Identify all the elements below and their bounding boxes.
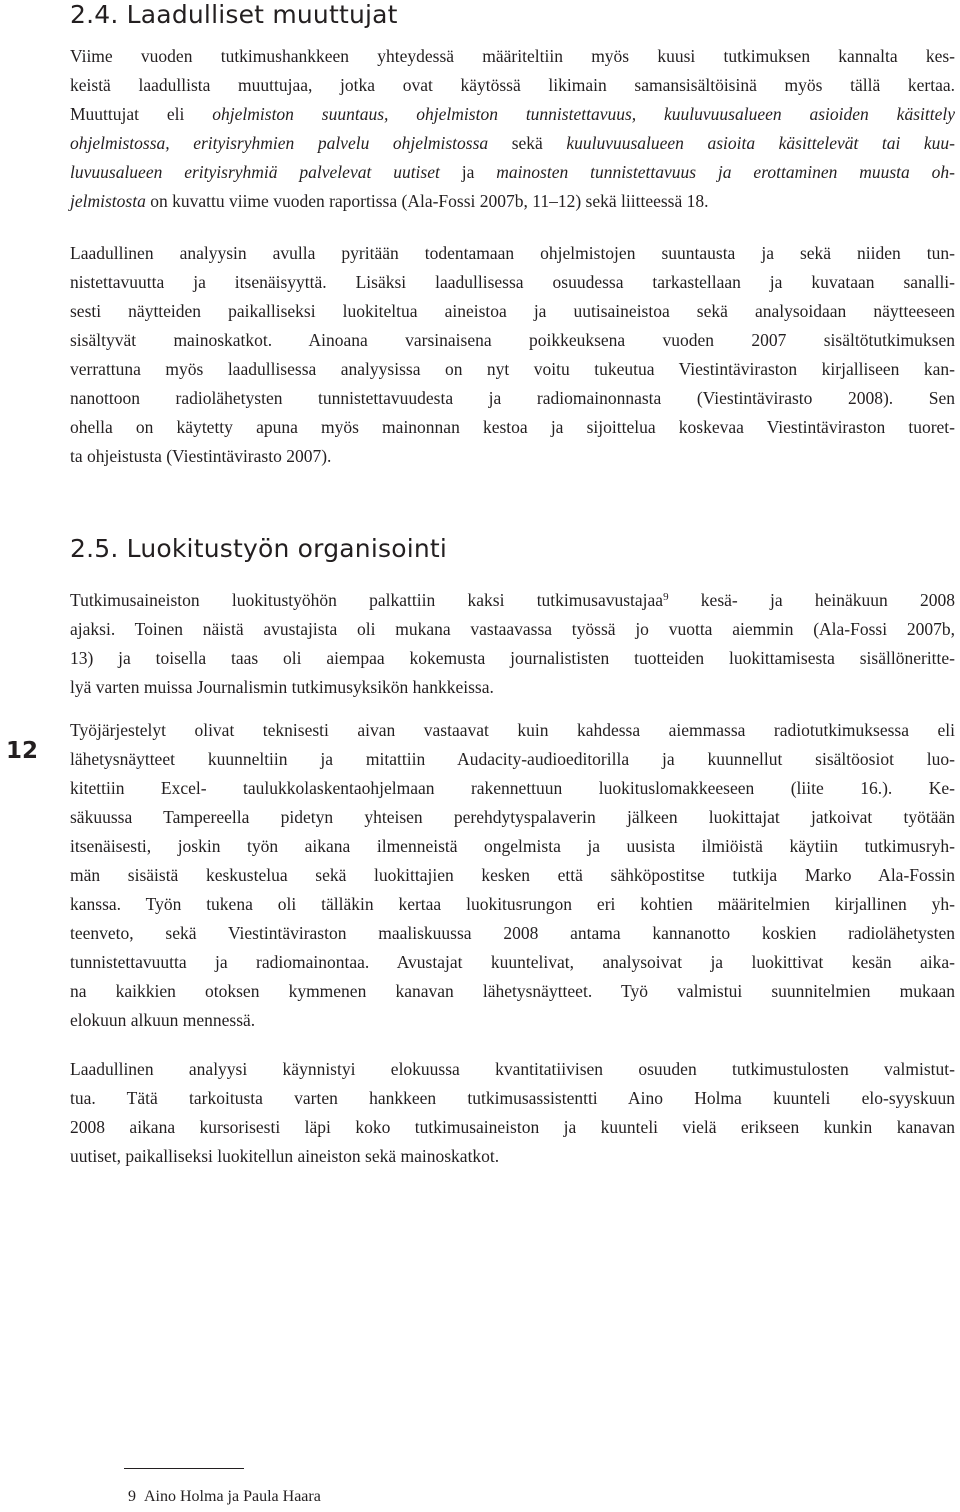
text-line: nanottoon radiolähetysten tunnistettavuudesta ja radiomainonnasta (Viestintävirasto 2008). Sen	[70, 388, 955, 408]
text-line: tunnistettavuutta ja radiomainontaa. Avustajat kuuntelivat, analysoivat ja luokittivat kesän aika-	[70, 952, 955, 972]
text-line	[70, 100, 955, 129]
italic-run: kuuluvuusalueen asioita käsittelevät tai kuu-	[566, 133, 955, 153]
text-line: keistä laadullista muuttujaa, jotka ovat käytössä likimain samansisältöisinä myös tällä kertaa.	[70, 75, 955, 95]
text-line: Viime vuoden tutkimushankkeen yhteydessä määriteltiin myös kuusi tutkimuksen kannalta kes-	[70, 46, 955, 66]
text-run: sekä	[488, 133, 567, 153]
footnote-text: Aino Holma ja Paula Haara	[144, 1488, 321, 1505]
text-line	[70, 586, 955, 615]
italic-run: mainosten tunnistettavuus ja erottaminen muusta oh-	[496, 162, 955, 182]
text-line: ta ohjeistusta (Viestintävirasto 2007).	[70, 446, 332, 466]
text-line: Laadullinen analyysin avulla pyritään todentamaan ohjelmistojen suuntausta ja sekä niiden tun-	[70, 243, 955, 263]
italic-run: ohjelmistossa, erityisryhmien palvelu ohjelmistossa	[70, 133, 489, 153]
text-line	[70, 158, 955, 187]
text-line: elokuun alkuun mennessä.	[70, 1010, 256, 1030]
text-line: ohella on käytetty apuna myös mainonnan kestoa ja sijoittelua koskevaa Viestintäviraston tuoret-	[70, 417, 955, 437]
text-line: itsenäisesti, joskin työn aikana ilmenneistä ongelmista ja uusista ilmiöistä käytiin tutkimusryh-	[70, 836, 955, 856]
text-line: ajaksi. Toinen näistä avustajista oli mukana vastaavassa työssä jo vuotta aiemmin (Ala-Fossi 2007b,	[70, 619, 955, 639]
text-run: Muuttujat eli	[70, 104, 213, 124]
italic-run: luvuusalueen erityisryhmiä palvelevat uutiset	[70, 162, 440, 182]
text-line: teenveto, sekä Viestintäviraston maaliskuussa 2008 antama kannanotto koskien radiolähetysten	[70, 923, 955, 943]
paragraph-2-5-3	[70, 1055, 955, 1171]
text-line: sisältyvät mainoskatkot. Ainoana varsinaisena poikkeuksena vuoden 2007 sisältötutkimuksen	[70, 330, 955, 350]
text-line: kitettiin Excel- taulukkolaskentaohjelmaan rakennettuun luokituslomakkeeseen (liite 16.). Ke-	[70, 778, 955, 798]
footnote-divider	[124, 1468, 244, 1469]
text-line: sesti näytteiden paikalliseksi luokiteltua aineistoa ja uutisaineistoa sekä analysoidaan näytteeseen	[70, 301, 955, 321]
section-heading-2-4: 2.4. Laadulliset muuttujat	[70, 0, 398, 29]
text-run: kesä- ja heinäkuun 2008	[668, 590, 956, 610]
text-run: Tutkimusaineiston luokitustyöhön palkattiin kaksi tutkimusavustajaa	[70, 590, 664, 610]
text-line: lyä varten muissa Journalismin tutkimusyksikön hankkeissa.	[70, 677, 494, 697]
paragraph-2-5-2	[70, 716, 955, 1035]
text-line: 13) ja toisella taas oli aiempaa kokemusta journalististen tuotteiden luokittamisesta sisällöneritte-	[70, 648, 955, 668]
text-line: säkuussa Tampereella pidetyn yhteisen perehdytyspalaverin jälkeen luokittajat jatkoivat työtään	[70, 807, 955, 827]
text-line: tua. Tätä tarkoitusta varten hankkeen tutkimusassistentti Aino Holma kuunteli elo-syyskuun	[70, 1088, 955, 1108]
section-heading-2-5: 2.5. Luokitustyön organisointi	[70, 534, 448, 563]
text-line: män sisäistä keskustelua sekä luokittajien kesken että sähköpostitse tutkija Marko Ala-Fossin	[70, 865, 955, 885]
paragraph-2-5-1	[70, 586, 955, 702]
text-line	[70, 129, 955, 158]
page-number: 12	[5, 738, 38, 764]
text-line: Laadullinen analyysi käynnistyi elokuussa kvantitatiivisen osuuden tutkimustulosten valmistut-	[70, 1059, 955, 1079]
text-run: ja	[439, 162, 497, 182]
text-line: nistettavuutta ja itsenäisyyttä. Lisäksi laadullisessa osuudessa tarkastellaan ja kuvataan sanalli-	[70, 272, 955, 292]
text-line: lähetysnäytteet kuunneltiin ja mitattiin Audacity-audioeditorilla ja kuunnellut sisältöosiot luo-	[70, 749, 955, 769]
text-line: 2008 aikana kursorisesti läpi koko tutkimusaineiston ja kuunteli vielä erikseen kunkin kanavan	[70, 1117, 955, 1137]
text-line: uutiset, paikalliseksi luokitellun aineiston sekä mainoskatkot.	[70, 1146, 500, 1166]
paragraph-2-4-2	[70, 239, 955, 471]
text-line: verrattuna myös laadullisessa analyysissa on nyt voitu tukeutua Viestintäviraston kirjalliseen kan-	[70, 359, 955, 379]
text-line: na kaikkien otoksen kymmenen kanavan lähetysnäytteet. Työ valmistui suunnitelmien mukaan	[70, 981, 955, 1001]
italic-run: jelmistosta	[70, 191, 146, 211]
text-run: on kuvattu viime vuoden raportissa (Ala-Fossi 2007b, 11–12) sekä liitteessä 18.	[145, 191, 709, 211]
text-line: kanssa. Työn tukena oli tälläkin kertaa luokitusrungon eri kohtien määritelmien kirjallinen yh-	[70, 894, 955, 914]
footnote-number: 9	[128, 1488, 136, 1505]
italic-run: ohjelmiston suuntaus, ohjelmiston tunnistettavuus, kuuluvuusalueen asioiden käsittely	[212, 104, 955, 124]
paragraph-2-4-1	[70, 42, 955, 216]
text-line	[70, 187, 955, 216]
footnote-reference: 9	[663, 591, 669, 603]
text-line: Työjärjestelyt olivat teknisesti aivan vastaavat kuin kahdessa aiemmassa radiotutkimuksessa eli	[70, 720, 955, 740]
footnote	[128, 1488, 321, 1506]
